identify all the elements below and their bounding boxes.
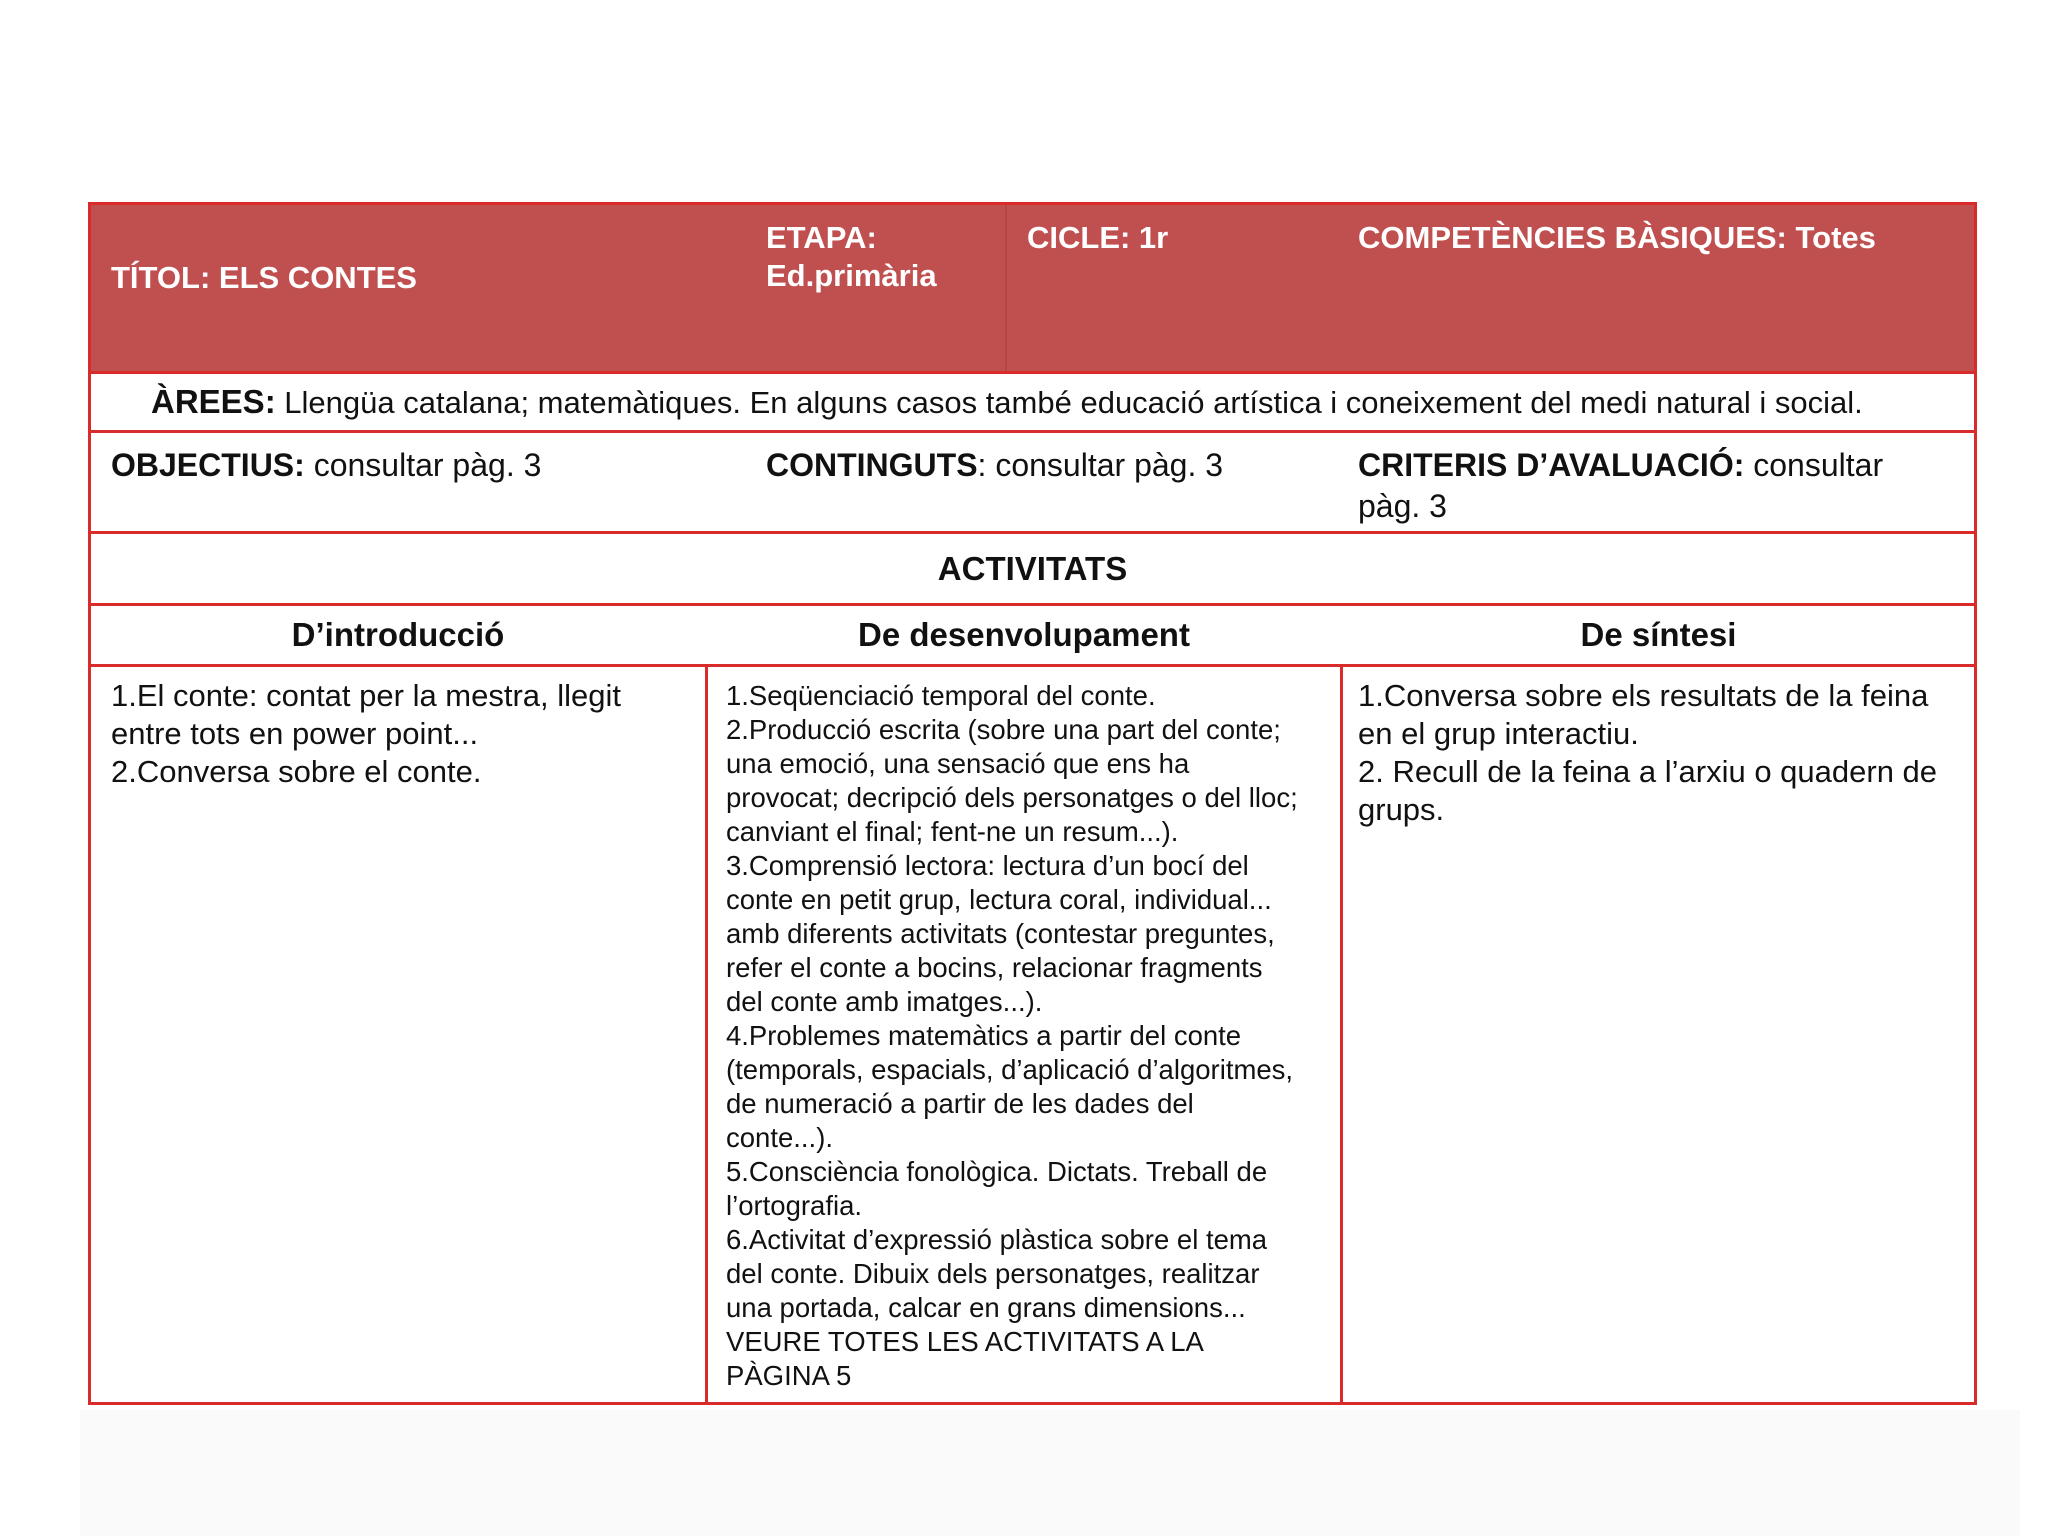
list-item: del conte amb imatges...).: [726, 986, 1043, 1017]
col-header-introduccio: D’introducció: [291, 616, 505, 653]
continguts-label: CONTINGUTS: [766, 447, 978, 483]
list-item: en el grup interactiu.: [1358, 716, 1639, 751]
activity-column-headers: [91, 606, 1974, 664]
list-item: 2. Recull de la feina a l’arxiu o quadern de: [1358, 754, 1938, 789]
list-item: una emoció, una sensació que ens ha: [726, 748, 1190, 779]
criteris-text-2: pàg. 3: [1358, 488, 1447, 524]
list-item: 2.Producció escrita (sobre una part del conte;: [726, 714, 1281, 745]
list-item: de numeració a partir de les dades del: [726, 1088, 1194, 1119]
list-item: l’ortografia.: [726, 1190, 863, 1221]
column-divider: [705, 667, 708, 1402]
list-item: 2.Conversa sobre el conte.: [111, 754, 482, 789]
list-item: canviant el final; fent-ne un resum...).: [726, 816, 1179, 847]
cicle-cell: CICLE: 1r: [1027, 220, 1169, 255]
list-item: una portada, calcar en grans dimensions...: [726, 1292, 1246, 1323]
criteris-text: consultar: [1744, 447, 1884, 483]
list-item: 5.Consciència fonològica. Dictats. Treball de: [726, 1156, 1268, 1187]
list-item: PÀGINA 5: [726, 1360, 852, 1391]
objectius-cell: [111, 445, 541, 486]
objectius-label: OBJECTIUS:: [111, 447, 305, 483]
list-item: 6.Activitat d’expressió plàstica sobre el tema: [726, 1224, 1268, 1255]
header-band: [91, 205, 1974, 371]
objectius-text: consultar pàg. 3: [304, 447, 542, 483]
divider-line: [91, 664, 1974, 667]
competencies-cell: COMPETÈNCIES BÀSIQUES: Totes: [1358, 220, 1876, 255]
col-header-sintesi: De síntesi: [1580, 616, 1737, 653]
list-item: VEURE TOTES LES ACTIVITATS A LA: [726, 1326, 1204, 1357]
list-item: 1.El conte: contat per la mestra, llegit: [111, 678, 622, 713]
introduccio-cell: [111, 677, 621, 791]
list-item: entre tots en power point...: [111, 716, 479, 751]
list-item: amb diferents activitats (contestar preguntes,: [726, 918, 1275, 949]
col-header-desenvolupament: De desenvolupament: [858, 616, 1190, 653]
etapa-label: ETAPA:: [766, 220, 877, 255]
column-divider: [1340, 667, 1343, 1402]
list-item: (temporals, espacials, d’aplicació d’algoritmes,: [726, 1054, 1294, 1085]
list-item: del conte. Dibuix dels personatges, realitzar: [726, 1258, 1260, 1289]
etapa-value: Ed.primària: [766, 258, 937, 293]
list-item: 3.Comprensió lectora: lectura d’un bocí del: [726, 850, 1249, 881]
desenvolupament-cell: [726, 679, 1298, 1393]
etapa-cell: [766, 219, 937, 295]
list-item: 1.Seqüenciació temporal del conte.: [726, 680, 1156, 711]
continguts-cell: [766, 445, 1223, 486]
titol-cell: TÍTOL: ELS CONTES: [111, 260, 417, 295]
objectives-row: [91, 433, 1974, 531]
sintesi-cell: [1358, 677, 1937, 829]
continguts-text: : consultar pàg. 3: [977, 447, 1224, 483]
list-item: grups.: [1358, 792, 1445, 827]
list-item: conte...).: [726, 1122, 833, 1153]
areas-row: [91, 374, 1974, 430]
activitats-title: ACTIVITATS: [937, 550, 1128, 587]
criteris-label: CRITERIS D’AVALUACIÓ:: [1358, 447, 1745, 483]
criteris-cell: [1358, 445, 1883, 527]
page-bottom-tint: [80, 1410, 2020, 1536]
list-item: 4.Problemes matemàtics a partir del conte: [726, 1020, 1242, 1051]
areas-label: ÀREES:: [151, 383, 276, 420]
header-divider: [1005, 205, 1007, 371]
areas-text: Llengüa catalana; matemàtiques. En alguns casos també educació artística i coneixement del medi natural i social.: [275, 385, 1863, 420]
list-item: refer el conte a bocins, relacionar fragments: [726, 952, 1263, 983]
lesson-plan-table: [88, 202, 1977, 1405]
list-item: 1.Conversa sobre els resultats de la feina: [1358, 678, 1929, 713]
list-item: conte en petit grup, lectura coral, individual...: [726, 884, 1272, 915]
list-item: provocat; decripció dels personatges o del lloc;: [726, 782, 1298, 813]
